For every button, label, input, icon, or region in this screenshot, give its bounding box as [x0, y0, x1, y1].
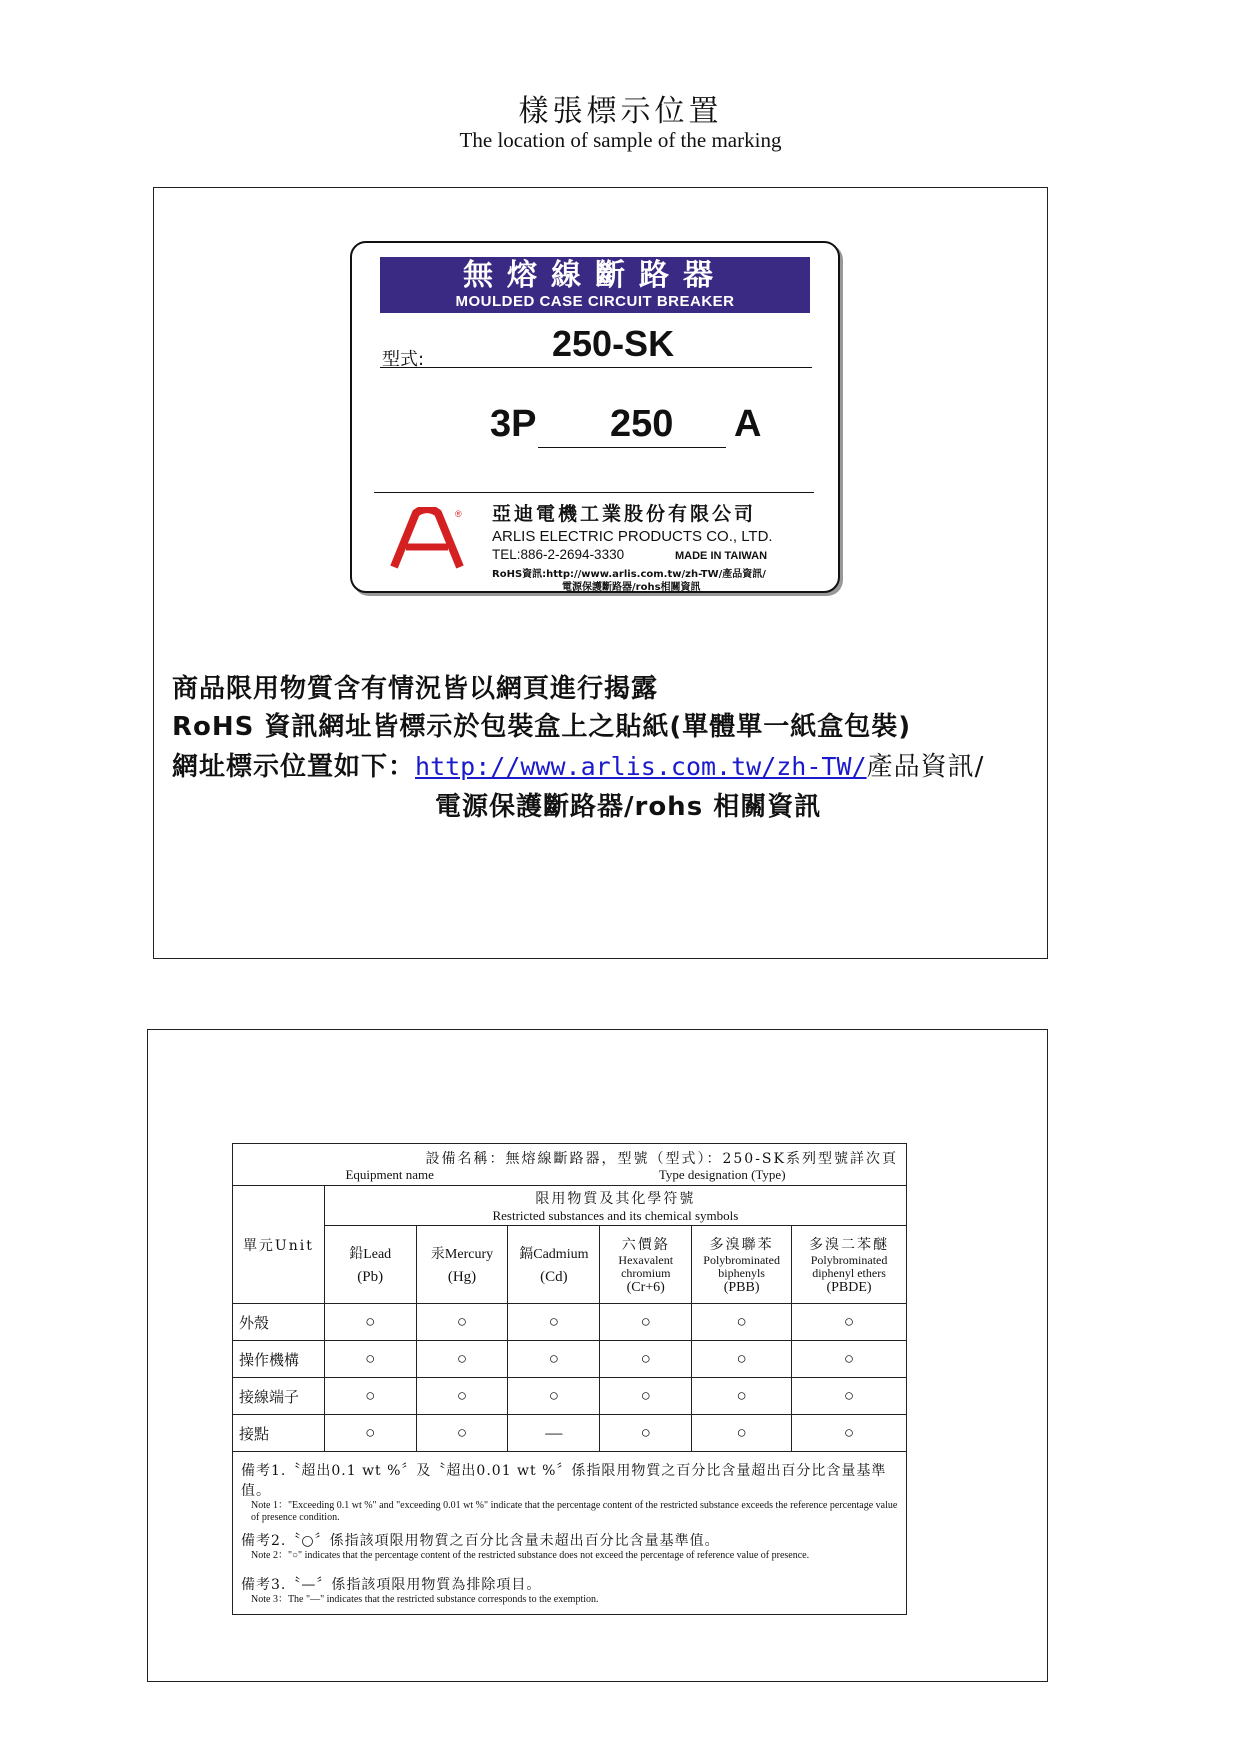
notice-line-4: 電源保護斷路器/rohs 相關資訊 [435, 792, 822, 822]
table-cell: ○ [416, 1341, 508, 1378]
col-pbde-symbol: (PBDE) [826, 1279, 872, 1295]
company-name-en: ARLIS ELECTRIC PRODUCTS CO., LTD. [492, 528, 773, 545]
col-chromium-name: 六價鉻 [621, 1236, 670, 1253]
col-chromium-en: Hexavalent chromium [618, 1252, 674, 1280]
table-cell: ○ [324, 1304, 416, 1341]
rohs-info-line2: 電源保護斷路器/rohs相關資訊 [562, 582, 701, 593]
notice-line-3 [172, 746, 984, 783]
table-cell: — [508, 1415, 600, 1452]
col-mercury [416, 1226, 508, 1304]
col-cadmium [508, 1226, 600, 1304]
table-cell: ○ [600, 1415, 692, 1452]
row-name: 接點 [233, 1415, 325, 1452]
restricted-header [324, 1186, 906, 1226]
col-lead-symbol: (Pb) [357, 1269, 384, 1285]
type-designation-en: Type designation (Type) [658, 1166, 786, 1182]
table-cell: ○ [792, 1304, 907, 1341]
table-cell: ○ [324, 1341, 416, 1378]
col-pbb-name: 多溴聯苯 [709, 1236, 774, 1253]
table-cell: ○ [508, 1378, 600, 1415]
table-cell: ○ [792, 1341, 907, 1378]
col-chromium-symbol: (Cr+6) [626, 1279, 665, 1295]
page-title: 樣張標示位置 [518, 94, 723, 129]
equipment-header-zh: 設備名稱：無熔線斷路器，型號（型式）：250-SK系列型號詳次頁 [425, 1150, 898, 1167]
table-cell: ○ [416, 1415, 508, 1452]
col-pbb [692, 1226, 792, 1304]
rating-underline [538, 447, 726, 448]
col-pbb-symbol: (PBB) [723, 1279, 760, 1295]
arlis-logo-icon [388, 507, 466, 571]
col-lead-name: 鉛Lead [349, 1247, 392, 1262]
col-lead [324, 1226, 416, 1304]
amps-unit: A [734, 403, 762, 445]
table-row [233, 1341, 907, 1378]
note-2-en: Note 2："○" indicates that the percentage content of the restricted substance does not exceed the percentage of reference value of presence. [251, 1550, 810, 1561]
amps-value: 250 [610, 403, 674, 445]
table-cell: ○ [416, 1378, 508, 1415]
row-name: 外殼 [233, 1304, 325, 1341]
table-cell: ○ [792, 1378, 907, 1415]
col-cadmium-name: 鎘Cadmium [519, 1247, 589, 1262]
note-1-en: Note 1："Exceeding 0.1 wt %" and "exceeding 0.01 wt %" indicate that the percentage content of the restricted substance exceeds the reference percentage value of presence condition. [251, 1500, 898, 1523]
notice-url-tail: 產品資訊/ [866, 752, 985, 782]
table-cell: ○ [692, 1415, 792, 1452]
label-title-en: MOULDED CASE CIRCUIT BREAKER [455, 293, 735, 310]
company-tel: TEL:886-2-2694-3330 [492, 547, 625, 562]
model-underline [380, 367, 812, 368]
table-row [233, 1378, 907, 1415]
svg-text:®: ® [455, 509, 462, 519]
table-cell: ○ [692, 1378, 792, 1415]
table-cell: ○ [692, 1341, 792, 1378]
table-cell: ○ [600, 1378, 692, 1415]
notice-line-1: 商品限用物質含有情況皆以網頁進行揭露 [172, 674, 659, 704]
col-mercury-name: 汞Mercury [430, 1247, 494, 1262]
unit-header [233, 1186, 325, 1304]
model-value: 250-SK [552, 323, 675, 364]
company-divider [374, 492, 814, 493]
note-1-zh: 備考1.〝超出0.1 wt %〞及〝超出0.01 wt %〞係指限用物質之百分比含量超出百分比含量基準值。 [241, 1463, 887, 1499]
col-pbde-name: 多溴二苯醚 [809, 1236, 890, 1253]
table-cell: ○ [600, 1304, 692, 1341]
company-name-zh: 亞迪電機工業股份有限公司 [492, 503, 757, 525]
equipment-header [233, 1144, 907, 1186]
restricted-header-zh: 限用物質及其化學符號 [535, 1190, 696, 1207]
notice-line-2: RoHS 資訊網址皆標示於包裝盒上之貼紙(單體單一紙盒包裝) [172, 712, 912, 742]
col-pbde-en: Polybrominated diphenyl ethers [810, 1252, 888, 1280]
table-cell: ○ [692, 1304, 792, 1341]
table-row [233, 1304, 907, 1341]
row-name: 操作機構 [233, 1341, 325, 1378]
table-cell: ○ [324, 1415, 416, 1452]
col-pbde [792, 1226, 907, 1304]
unit-header-label: 單元Unit [242, 1237, 314, 1254]
col-mercury-symbol: (Hg) [447, 1269, 477, 1285]
rohs-info-line1: RoHS資訊:http://www.arlis.com.tw/zh-TW/產品資訊/ [492, 569, 766, 580]
page-subtitle: The location of sample of the marking [459, 128, 782, 152]
rohs-substance-table [232, 1143, 907, 1615]
notice-url-prefix: 網址標示位置如下： [172, 752, 416, 782]
product-label [350, 241, 840, 593]
col-pbb-en: Polybrominated biphenyls [703, 1252, 780, 1280]
col-cadmium-symbol: (Cd) [540, 1269, 568, 1285]
table-cell: ○ [792, 1415, 907, 1452]
rohs-url-link[interactable]: http://www.arlis.com.tw/zh-TW/ [415, 752, 867, 781]
equipment-name-en: Equipment name [345, 1166, 434, 1182]
table-notes [233, 1452, 907, 1615]
table-cell: ○ [508, 1341, 600, 1378]
poles-value: 3P [490, 403, 537, 445]
label-title-band [380, 257, 810, 313]
note-3-en: Note 3：The "—" indicates that the restricted substance corresponds to the exemption. [251, 1594, 599, 1605]
label-title-zh: 無熔線斷路器 [463, 258, 727, 293]
note-3-zh: 備考3.〝—〞係指該項限用物質為排除項目。 [241, 1577, 542, 1593]
restricted-header-en: Restricted substances and its chemical symbols [492, 1207, 739, 1223]
col-chromium [600, 1226, 692, 1304]
table-cell: ○ [600, 1341, 692, 1378]
model-key: 型式: [382, 349, 425, 370]
table-row [233, 1415, 907, 1452]
row-name: 接線端子 [233, 1378, 325, 1415]
note-2-zh: 備考2.〝○〞係指該項限用物質之百分比含量未超出百分比含量基準值。 [241, 1533, 720, 1549]
made-in: MADE IN TAIWAN [675, 550, 768, 562]
table-cell: ○ [416, 1304, 508, 1341]
table-cell: ○ [508, 1304, 600, 1341]
table-cell: ○ [324, 1378, 416, 1415]
